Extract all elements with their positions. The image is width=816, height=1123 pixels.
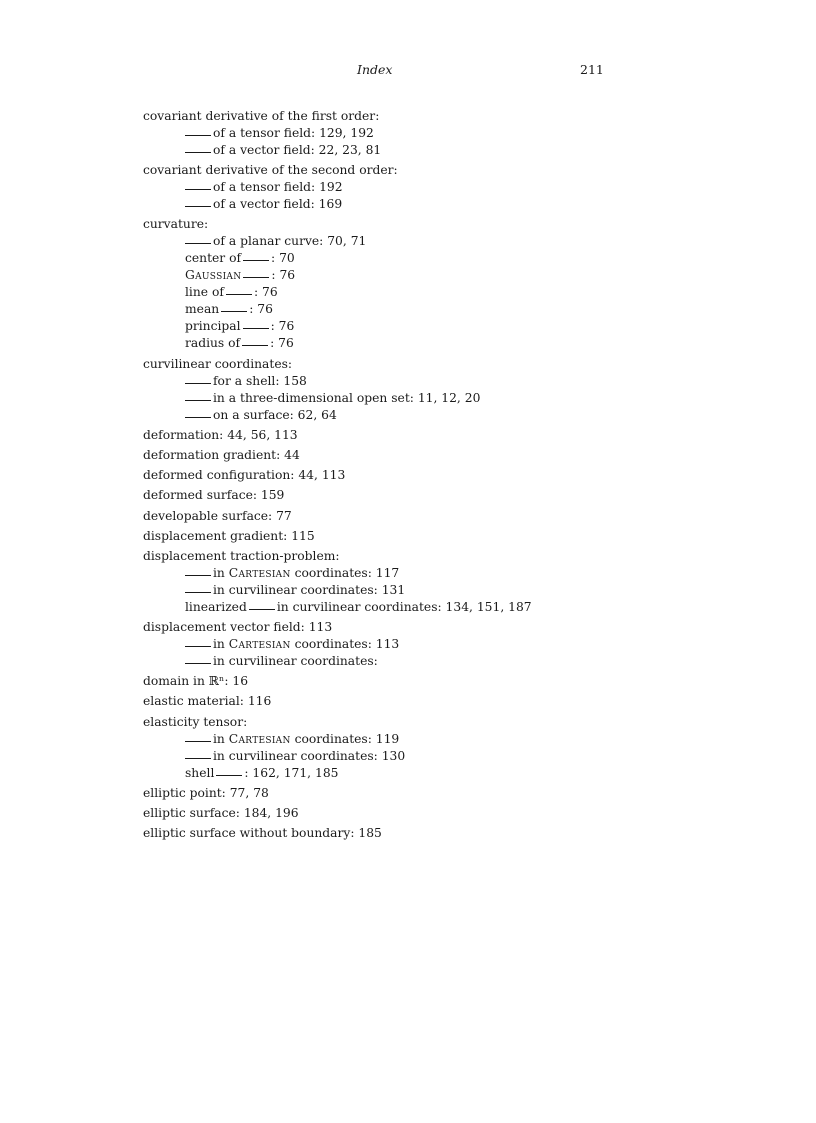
index-entry [143,216,703,352]
subentry [143,765,703,782]
index-entry [143,619,703,670]
entry-heading: elastic material: 116 [143,694,272,709]
entry-heading: displacement gradient: 115 [143,528,315,543]
page-header [0,62,816,80]
repeat-dash [249,609,275,610]
subentry [143,582,703,599]
repeat-dash [185,206,211,207]
subentry-text: of a tensor field: 192 [213,180,343,195]
entry-heading: displacement traction-problem: [143,548,340,563]
subentry-text: in curvilinear coordinates: 134, 151, 187 [276,599,532,614]
entry-heading: deformation: 44, 56, 113 [143,427,298,442]
index-entry [143,427,703,444]
entry-heading: elliptic point: 77, 78 [143,785,269,800]
entry-heading: elliptic surface: 184, 196 [143,806,299,820]
entry-heading: deformed surface: 159 [143,488,285,503]
index-entry [143,508,703,525]
repeat-dash [185,575,211,576]
index-entry [143,447,703,464]
index-entry [143,528,703,545]
subentry [143,407,703,424]
repeat-dash [243,277,269,278]
subentry-text: in a three-dimensional open set: 11, 12, 20 [213,390,481,405]
subentry-text: for a shell: 158 [213,373,307,388]
subentry [143,748,703,765]
entry-heading: elasticity tensor: [143,714,248,729]
subentry-prefix: center of [185,251,242,266]
repeat-dash [185,758,211,759]
subentry [143,565,703,582]
entry-heading: covariant derivative of the first order: [143,109,380,123]
subentry-text: of a vector field: 169 [213,197,343,212]
subentry-prefix: Gaussian [185,268,242,283]
subentry [143,267,703,284]
repeat-dash [185,663,211,664]
repeat-dash [185,152,211,153]
subentry [143,373,703,390]
index-entry [143,548,703,616]
subentry-text: : 76 [270,336,294,351]
subentry [143,731,703,748]
subentry [143,599,703,616]
index-entry [143,356,703,424]
subentry-text: : 76 [249,302,273,317]
index-entry [143,785,703,802]
small-caps-name: Cartesian [228,565,291,580]
repeat-dash [221,311,247,312]
index-list [143,108,703,845]
repeat-dash [185,135,211,136]
entry-heading: developable surface: 77 [143,508,292,523]
subentry-text: in curvilinear coordinates: [213,654,378,669]
subentry-text: : 76 [271,268,296,283]
subentry [143,284,703,301]
entry-heading: domain in ℝⁿ: 16 [143,674,249,689]
subentry [143,142,703,159]
repeat-dash [226,294,252,295]
page-number: 211 [580,62,604,77]
subentry-prefix: linearized [185,599,247,614]
subentry-text: in Cartesian coordinates: 119 [213,731,400,746]
repeat-dash [185,646,211,647]
subentry-text: in curvilinear coordinates: 130 [213,748,406,763]
index-entry [143,467,703,484]
repeat-dash [216,775,242,776]
entry-heading: elliptic surface without boundary: 185 [143,826,382,841]
subentry-text: in Cartesian coordinates: 113 [213,637,400,652]
subentry-text: : 162, 171, 185 [244,765,339,780]
subentry [143,636,703,653]
repeat-dash [185,383,211,384]
repeat-dash [185,243,211,244]
subentry-prefix: principal [185,319,241,334]
small-caps-name: Cartesian [228,731,291,746]
index-entry [143,487,703,504]
subentry-text: : 70 [271,251,295,266]
entry-heading: displacement vector field: 113 [143,620,333,635]
subentry [143,125,703,142]
subentry-prefix: shell [185,765,215,780]
subentry [143,233,703,250]
subentry-prefix: radius of [185,336,241,351]
subentry-text: of a vector field: 22, 23, 81 [213,143,382,157]
repeat-dash [185,189,211,190]
entry-heading: curvilinear coordinates: [143,356,293,371]
repeat-dash [243,328,269,329]
index-entry [143,108,703,159]
subentry-text: of a planar curve: 70, 71 [213,234,367,249]
index-entry [143,693,703,710]
repeat-dash [243,260,269,261]
subentry-text: on a surface: 62, 64 [213,407,337,422]
subentry [143,301,703,318]
repeat-dash [185,592,211,593]
subentry [143,179,703,196]
entry-heading: deformation gradient: 44 [143,447,300,462]
subentry-text: : 76 [270,319,295,334]
subentry-prefix: mean [185,302,220,317]
entry-heading: curvature: [143,217,209,232]
repeat-dash [185,417,211,418]
subentry [143,250,703,267]
subentry-prefix: line of [185,285,224,300]
index-entry [143,673,703,690]
subentry-text: of a tensor field: 129, 192 [213,126,374,140]
repeat-dash [185,400,211,401]
running-title: Index [357,62,393,77]
subentry-text: in curvilinear coordinates: 131 [213,582,406,597]
index-entry [143,162,703,213]
subentry [143,653,703,670]
subentry [143,335,703,352]
index-entry [143,714,703,782]
entry-heading: deformed configuration: 44, 113 [143,468,346,483]
subentry-text: in Cartesian coordinates: 117 [213,565,400,580]
entry-heading: covariant derivative of the second order: [143,163,398,178]
index-entry [143,805,703,822]
small-caps-name: Cartesian [228,637,291,652]
subentry-text: : 76 [253,285,278,300]
subentry [143,318,703,335]
repeat-dash [185,741,211,742]
subentry [143,196,703,213]
subentry [143,390,703,407]
index-entry [143,825,703,842]
repeat-dash [242,345,268,346]
